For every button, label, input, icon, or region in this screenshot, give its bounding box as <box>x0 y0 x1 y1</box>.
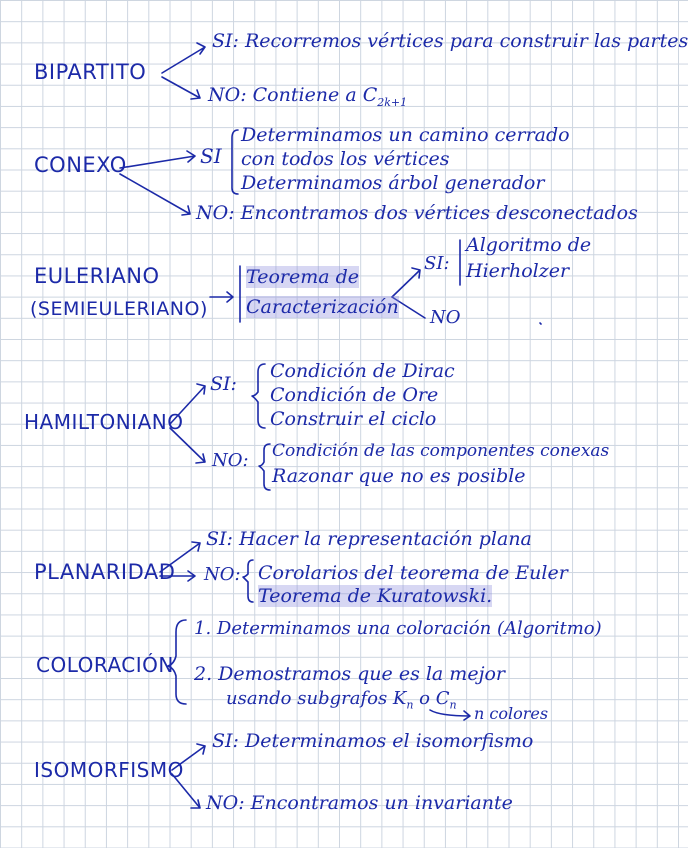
planaridad-no-line2 <box>258 587 492 606</box>
coloracion-step1: 1. Determinamos una coloración (Algoritmo) <box>194 618 602 639</box>
conexo-si-line3: Determinamos árbol generador <box>241 172 545 194</box>
brace-hamiltoniano-si <box>252 364 265 428</box>
hamiltoniano-si-line3: Construir el ciclo <box>270 408 437 430</box>
euleriano-subtitle: (SEMIEULERIANO) <box>30 298 208 320</box>
coloracion-step2-line1: 2. Demostramos que es la mejor <box>194 663 505 685</box>
bipartito-no-subscript: 2k+1 <box>377 95 408 109</box>
arrow-bipartito-si <box>162 43 205 73</box>
euleriano-theorem-line2-text: Caracterización <box>246 296 399 318</box>
planaridad-si: SI: Hacer la representación plana <box>206 528 532 550</box>
arrow-conexo-si <box>120 151 195 168</box>
planaridad-no-label: NO: <box>204 564 241 585</box>
hamiltoniano-no-label: NO: <box>212 450 249 471</box>
hamiltoniano-no-line2: Razonar que no es posible <box>272 465 526 487</box>
brace-hamiltoniano-no <box>259 444 270 490</box>
coloracion-step2-note: n colores <box>474 704 549 723</box>
conexo-si-line1: Determinamos un camino cerrado <box>241 124 570 146</box>
isomorfismo-si: SI: Determinamos el isomorfismo <box>212 730 534 752</box>
hamiltoniano-no-line1: Condición de las componentes conexas <box>272 441 610 461</box>
conexo-title: CONEXO <box>34 153 127 177</box>
arrow-conexo-no <box>120 174 190 215</box>
hamiltoniano-si-line2: Condición de Ore <box>270 384 439 406</box>
hamiltoniano-si-line1: Condición de Dirac <box>270 360 455 382</box>
coloracion-title: COLORACIÓN <box>36 653 174 677</box>
brace-conexo <box>232 130 238 194</box>
euleriano-title: EULERIANO <box>34 264 160 288</box>
planaridad-no-line1: Corolarios del teorema de Euler <box>258 562 568 584</box>
coloracion-step2-sub2: n <box>449 698 457 712</box>
euleriano-theorem-line2 <box>246 298 399 317</box>
coloracion-step2-line2-text: usando subgrafos K <box>226 688 407 709</box>
isomorfismo-no: NO: Encontramos un invariante <box>206 792 513 814</box>
planaridad-no-line2-text: Teorema de Kuratowski. <box>258 585 493 607</box>
bipartito-no-text: NO: Contiene a C <box>208 84 378 106</box>
coloracion-step2-line2 <box>226 690 457 711</box>
conexo-si-line2: con todos los vértices <box>241 148 450 170</box>
arrow-bipartito-no <box>162 77 200 99</box>
stray-dot <box>540 323 541 324</box>
hamiltoniano-title: HAMILTONIANO <box>24 410 184 434</box>
isomorfismo-title: ISOMORFISMO <box>34 758 184 782</box>
hamiltoniano-si-label: SI: <box>210 373 237 395</box>
euleriano-theorem-line1-text: Teorema de <box>246 266 359 288</box>
euleriano-si-line2: Hierholzer <box>466 260 570 282</box>
arrow-euleriano <box>210 292 233 302</box>
conexo-no: NO: Encontramos dos vértices desconectados <box>196 202 638 224</box>
bipartito-title: BIPARTITO <box>34 60 147 84</box>
euleriano-si-line1: Algoritmo de <box>466 234 592 256</box>
conexo-si-label: SI <box>200 144 222 168</box>
euleriano-theorem-line1 <box>246 268 359 287</box>
coloracion-step2-sub1: n <box>406 698 414 712</box>
bipartito-si: SI: Recorremos vértices para construir las partes <box>212 30 688 52</box>
euleriano-no: NO <box>430 307 461 328</box>
arrow-euleriano-si <box>392 268 420 297</box>
planaridad-title: PLANARIDAD <box>34 560 176 584</box>
coloracion-step2-or: o C <box>413 688 450 709</box>
brace-planaridad <box>243 560 253 602</box>
euleriano-si-label: SI: <box>424 253 450 274</box>
bipartito-no <box>208 86 407 108</box>
